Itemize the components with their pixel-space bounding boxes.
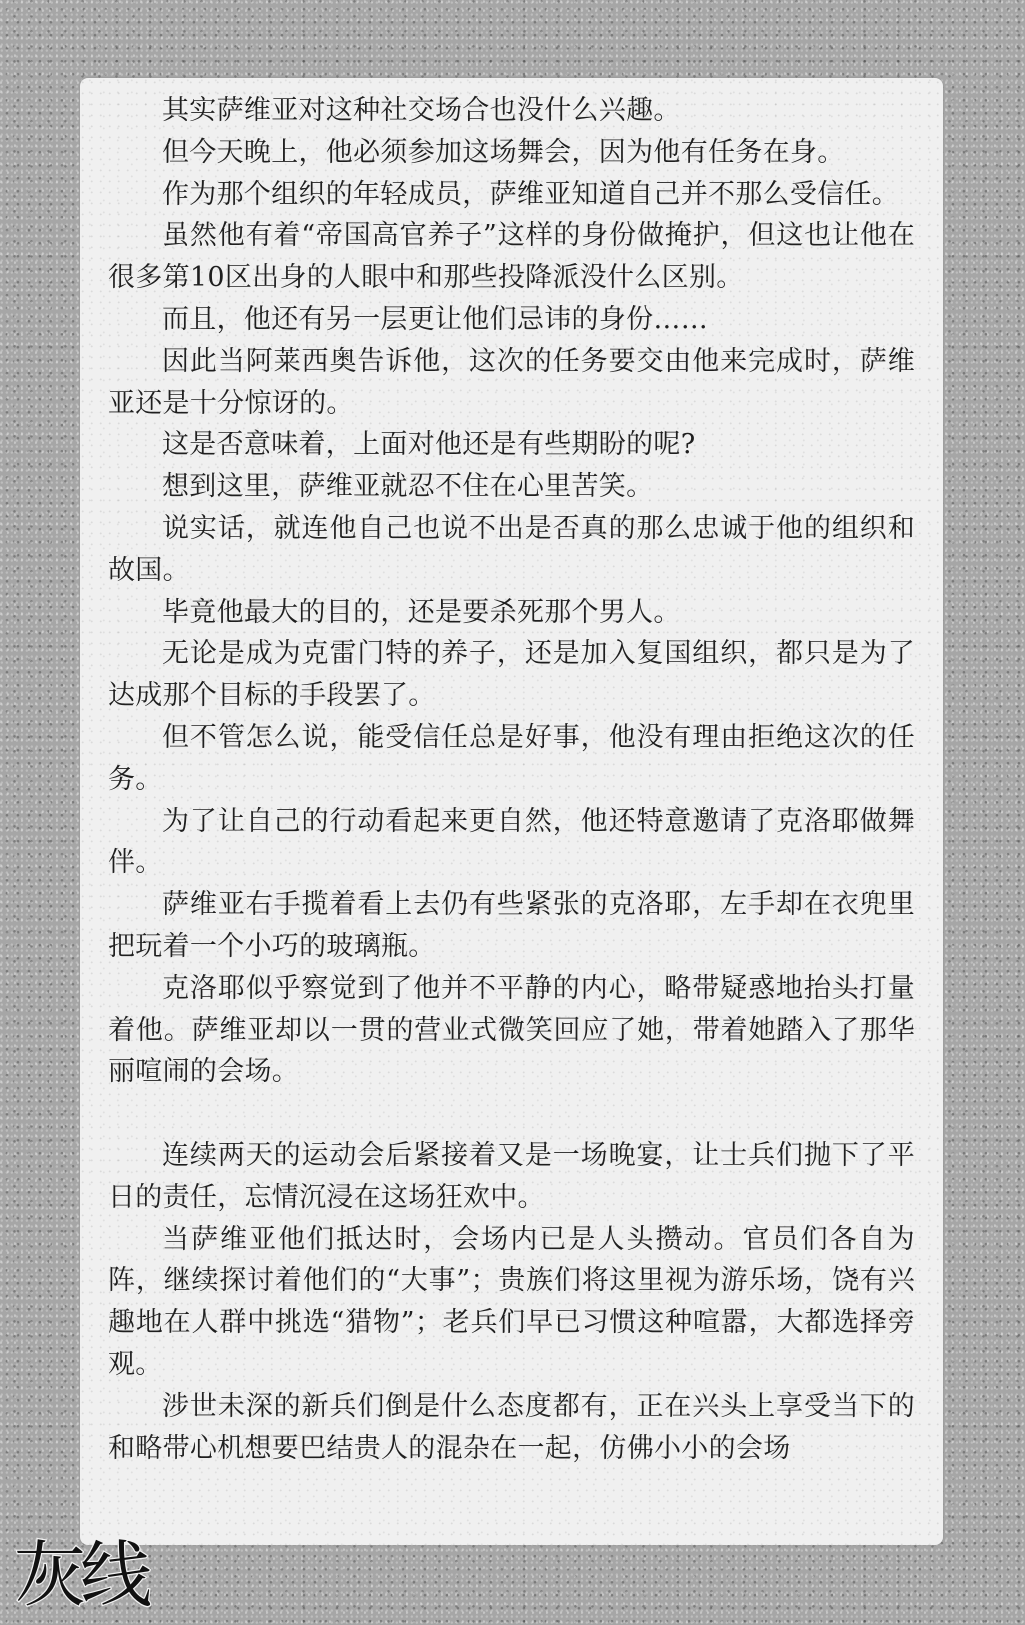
paragraph: 作为那个组织的年轻成员，萨维亚知道自己并不那么受信任。: [162, 178, 900, 210]
paragraph: 但不管怎么说，能受信任总是好事，他没有理由拒绝这次的任务。: [108, 721, 915, 795]
logo-mark: [10, 1528, 170, 1618]
paragraph: 因此当阿莱西奥告诉他，这次的任务要交由他来完成时，萨维亚还是十分惊讶的。: [108, 345, 915, 419]
paragraph: 当萨维亚他们抵达时，会场内已是人头攒动。官员们各自为阵，继续探讨着他们的“大事”；贵族们将这里视为游乐场，饶有兴趣地在人群中挑选“猎物”；老兵们早已习惯这种喧嚣，大都选择旁观。: [108, 1223, 915, 1380]
paragraph: 涉世未深的新兵们倒是什么态度都有，正在兴头上享受当下的和略带心机想要巴结贵人的混杂在一起，仿佛小小的会场: [108, 1390, 915, 1464]
logo-text: 灰线: [14, 1533, 147, 1617]
paragraph: 其实萨维亚对这种社交场合也没什么兴趣。: [162, 95, 681, 126]
page-content: [80, 78, 943, 1545]
article-text: [108, 90, 915, 1469]
paragraph: 说实话，就连他自己也说不出是否真的那么忠诚于他的组织和故国。: [108, 512, 915, 586]
paragraph: 无论是成为克雷门特的养子，还是加入复国组织，都只是为了达成那个目标的手段罢了。: [108, 638, 915, 712]
paragraph: 虽然他有着“帝国高官养子”这样的身份做掩护，但这也让他在很多第10区出身的人眼中和那些投降派没什么区别。: [108, 220, 915, 294]
paragraph: 而且，他还有另一层更让他们忌讳的身份……: [162, 303, 708, 335]
paragraph: 连续两天的运动会后紧接着又是一场晚宴，让士兵们抛下了平日的责任，忘情沉浸在这场狂欢中。: [108, 1139, 915, 1213]
paragraph: 毕竟他最大的目的，还是要杀死那个男人。: [162, 596, 681, 628]
section-break: [108, 1093, 915, 1135]
paragraph: 克洛耶似乎察觉到了他并不平静的内心，略带疑惑地抬头打量着他。萨维亚却以一贯的营业式微笑回应了她，带着她踏入了那华丽喧闹的会场。: [108, 972, 915, 1088]
paragraph: 萨维亚右手揽着看上去仍有些紧张的克洛耶，左手却在衣兜里把玩着一个小巧的玻璃瓶。: [108, 889, 915, 962]
paragraph: 想到这里，萨维亚就忍不住在心里苦笑。: [162, 471, 654, 503]
paragraph: 但今天晚上，他必须参加这场舞会，因为他有任务在身。: [162, 136, 845, 168]
paragraph: 这是否意味着，上面对他还是有些期盼的呢?: [162, 429, 696, 461]
paragraph: 为了让自己的行动看起来更自然，他还特意邀请了克洛耶做舞伴。: [108, 805, 915, 879]
